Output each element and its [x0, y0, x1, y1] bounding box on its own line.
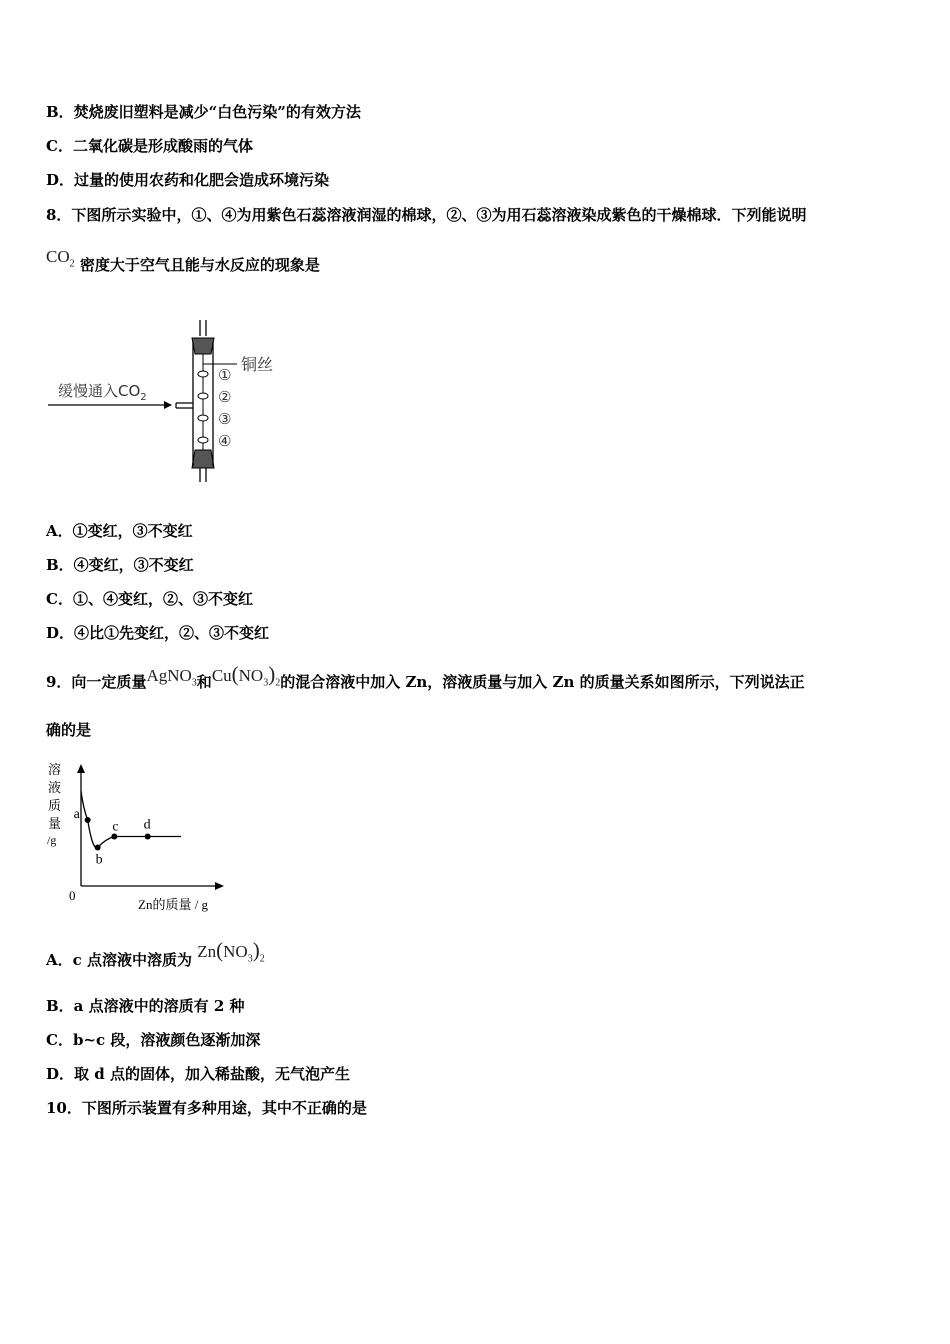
- inlet-label: 缓慢通入$CO_2$: [58, 382, 147, 403]
- q7-option-c: C．二氧化碳是形成酸雨的气体: [46, 137, 253, 155]
- q9-stem-suffix: 的混合溶液中加入 Zn，溶液质量与加入 Zn 的质量关系如图所示，下列说法正: [280, 673, 805, 691]
- q8-option-b: B．④变红，③不变红: [46, 556, 194, 574]
- point-label-b: b: [95, 852, 103, 868]
- q8-option-d: D．④比①先变红，②、③不变红: [46, 624, 270, 642]
- ylabel-char-1: 溶: [48, 762, 62, 777]
- ylabel-char-4: 量: [48, 816, 62, 831]
- wire-label: 铜丝: [241, 355, 274, 374]
- y-axis-arrow: [77, 764, 85, 773]
- co2-formula: $CO_2$: [46, 247, 75, 270]
- q7-option-d: D．过量的使用农药和化肥会造成环境污染: [46, 171, 330, 189]
- ball-label-4: ④: [218, 432, 232, 450]
- solution-mass-chart: [40, 758, 240, 918]
- q8-stem-line2: [46, 247, 320, 282]
- origin-label: 0: [69, 888, 76, 903]
- agno3-formula: AgNO$_3$: [146, 666, 197, 689]
- q8-option-c: C．①、④变红，②、③不变红: [46, 590, 253, 608]
- q9-option-b: B．a 点溶液中的溶质有 2 种: [46, 997, 245, 1015]
- q9-and: 和: [196, 673, 212, 691]
- cu-no3-formula: $Cu(NO_3)_2$: [211, 662, 281, 689]
- point-d: [145, 834, 151, 840]
- point-a: [85, 817, 91, 823]
- point-label-a: a: [73, 807, 80, 822]
- q9-option-a: [46, 938, 265, 977]
- ylabel-char-2: 液: [48, 780, 62, 795]
- q10-stem: 10．下图所示装置有多种用途，其中不正确的是: [46, 1099, 367, 1117]
- ylabel-char-5: /g: [47, 833, 57, 847]
- q8-stem-text: 密度大于空气且能与水反应的现象是: [79, 256, 320, 274]
- ball-label-1: ①: [218, 366, 232, 384]
- point-label-d: d: [143, 817, 151, 833]
- xlabel: Zn的质量 / g: [138, 897, 209, 912]
- q9-option-d: D．取 d 点的固体，加入稀盐酸，无气泡产生: [46, 1065, 350, 1083]
- q9-option-a-text: A．c 点溶液中溶质为: [46, 951, 192, 969]
- x-axis-arrow: [215, 882, 224, 890]
- q9-stem-line2: 确的是: [46, 721, 92, 739]
- zn-no3-formula: $Zn(NO_3)_2$: [197, 938, 265, 965]
- point-b: [95, 845, 101, 851]
- ball-label-3: ③: [218, 410, 232, 428]
- q9-stem-prefix: 9．向一定质量: [46, 673, 147, 691]
- q9-stem-line1: [46, 662, 805, 699]
- co2-apparatus-figure: [40, 318, 300, 484]
- q8-stem-line1: 8．下图所示实验中，①、④为用紫色石蕊溶液润湿的棉球，②、③为用石蕊溶液染成紫色的干燥棉球．下列能说明: [46, 206, 807, 224]
- q9-option-c: C．b~c 段，溶液颜色逐渐加深: [46, 1031, 261, 1049]
- point-label-c: c: [112, 819, 119, 835]
- q8-option-a: A．①变红，③不变红: [46, 522, 193, 540]
- ylabel-char-3: 质: [48, 798, 62, 813]
- q7-option-b: B．焚烧废旧塑料是减少“白色污染”的有效方法: [46, 103, 361, 121]
- ball-label-2: ②: [218, 388, 232, 406]
- solution-mass-curve: [81, 791, 181, 847]
